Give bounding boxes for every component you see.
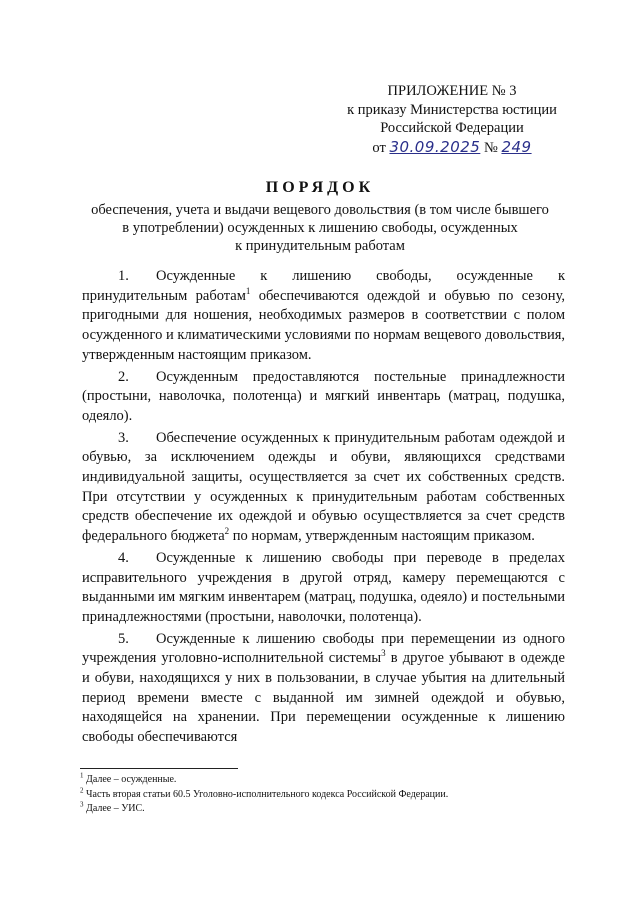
paragraph-text-cont: по нормам, утвержденным настоящим приказом. <box>229 528 535 545</box>
handwritten-number: 249 <box>501 137 532 156</box>
paragraph-number: 2. <box>118 368 129 385</box>
paragraph-text: Осужденным предоставляются постельные принадлежности (простыни, наволочка, полотенца) и мягкий инвентарь (матрац, подушка, одеяло). <box>82 368 565 424</box>
document-title: ПОРЯДОК <box>265 179 375 196</box>
paragraph-1 <box>82 267 565 366</box>
handwritten-date: 30.09.2025 <box>389 137 481 156</box>
order-reference-line2: Российской Федерации <box>380 120 524 136</box>
paragraph-text: Осужденные к лишению свободы при перемещении из одного учреждения уголовно-исполнительной системы <box>82 630 565 667</box>
footnote-ref: 2 <box>224 526 230 537</box>
paragraph-3 <box>82 429 565 547</box>
paragraph-number: 3. <box>118 429 129 446</box>
footnote-separator <box>80 768 238 769</box>
paragraph-text: Осужденные к лишению свободы, осужденные к принудительным работам <box>82 268 565 304</box>
paragraph-text-cont: в другое убывают в одежде и обуви, находящихся у них в пользовании, в случае убытия на длительный период времени вместе с выданной им зимней одеждой и обувью, находящейся на хранении. При перемещении осужденные к лишению свободы обеспечиваются <box>82 650 565 746</box>
footnote-1 <box>80 773 560 788</box>
footnote-mark: 1 <box>80 771 84 780</box>
footnote-text: Далее – УИС. <box>83 803 145 814</box>
footnote-2 <box>80 788 560 803</box>
order-reference-line1: к приказу Министерства юстиции <box>347 101 557 118</box>
subtitle-line3: к принудительным работам <box>235 238 405 254</box>
paragraph-text-cont: обеспечиваются одеждой и обувью по сезону, пригодными для ношения, необходимых размеров в соответствии с полом осужденного и климатическими условиями по нормам вещевого довольствия, утвержденным настоящим приказом. <box>82 287 565 363</box>
paragraph-number: 1. <box>118 268 129 284</box>
paragraph-4 <box>82 549 565 628</box>
footnote-mark: 3 <box>80 800 84 809</box>
footnote-mark: 2 <box>80 786 84 795</box>
subtitle-line1: обеспечения, учета и выдачи вещевого довольствия (в том числе бывшего <box>91 202 549 218</box>
footnote-text: Далее – осужденные. <box>83 774 177 785</box>
appendix-header <box>312 82 592 157</box>
subtitle-line2: в употреблении) осужденных к лишению свободы, осужденных <box>122 220 518 236</box>
order-date-line <box>312 138 592 158</box>
paragraph-2 <box>82 368 565 427</box>
number-prefix: № <box>483 139 498 156</box>
paragraph-5 <box>82 630 565 748</box>
paragraph-number: 5. <box>118 630 129 647</box>
paragraph-text: Осужденные к лишению свободы при переводе в пределах исправительного учреждения в другой отряд, камеру перемещаются с выданными им мягким инвентарем (матрац, подушка, одеяло) и постельными принадлежностями (простыни, наволочки, полотенца). <box>82 549 565 625</box>
date-prefix: от <box>372 139 386 156</box>
footnote-ref: 1 <box>245 285 251 296</box>
document-body <box>82 267 565 750</box>
footnote-3 <box>80 802 560 817</box>
document-title-block <box>70 178 570 255</box>
footnotes <box>80 773 560 817</box>
footnote-ref: 3 <box>381 648 386 659</box>
footnote-text: Часть вторая статьи 60.5 Уголовно-исполнительного кодекса Российской Федерации. <box>83 788 449 800</box>
paragraph-number: 4. <box>118 549 129 566</box>
paragraph-text: Обеспечение осужденных к принудительным работам одеждой и обувью, за исключением одежды и обуви, являющихся средствами индивидуальной защиты, осуществляется за счет их собственных средств. При отсутствии у осужденных к принудительным работам собственных средств обеспечение их одеждой и обувью осуществляется за счет средств федерального бюджета <box>82 429 565 545</box>
appendix-label: ПРИЛОЖЕНИЕ № 3 <box>387 83 517 99</box>
document-subtitle <box>70 201 570 255</box>
